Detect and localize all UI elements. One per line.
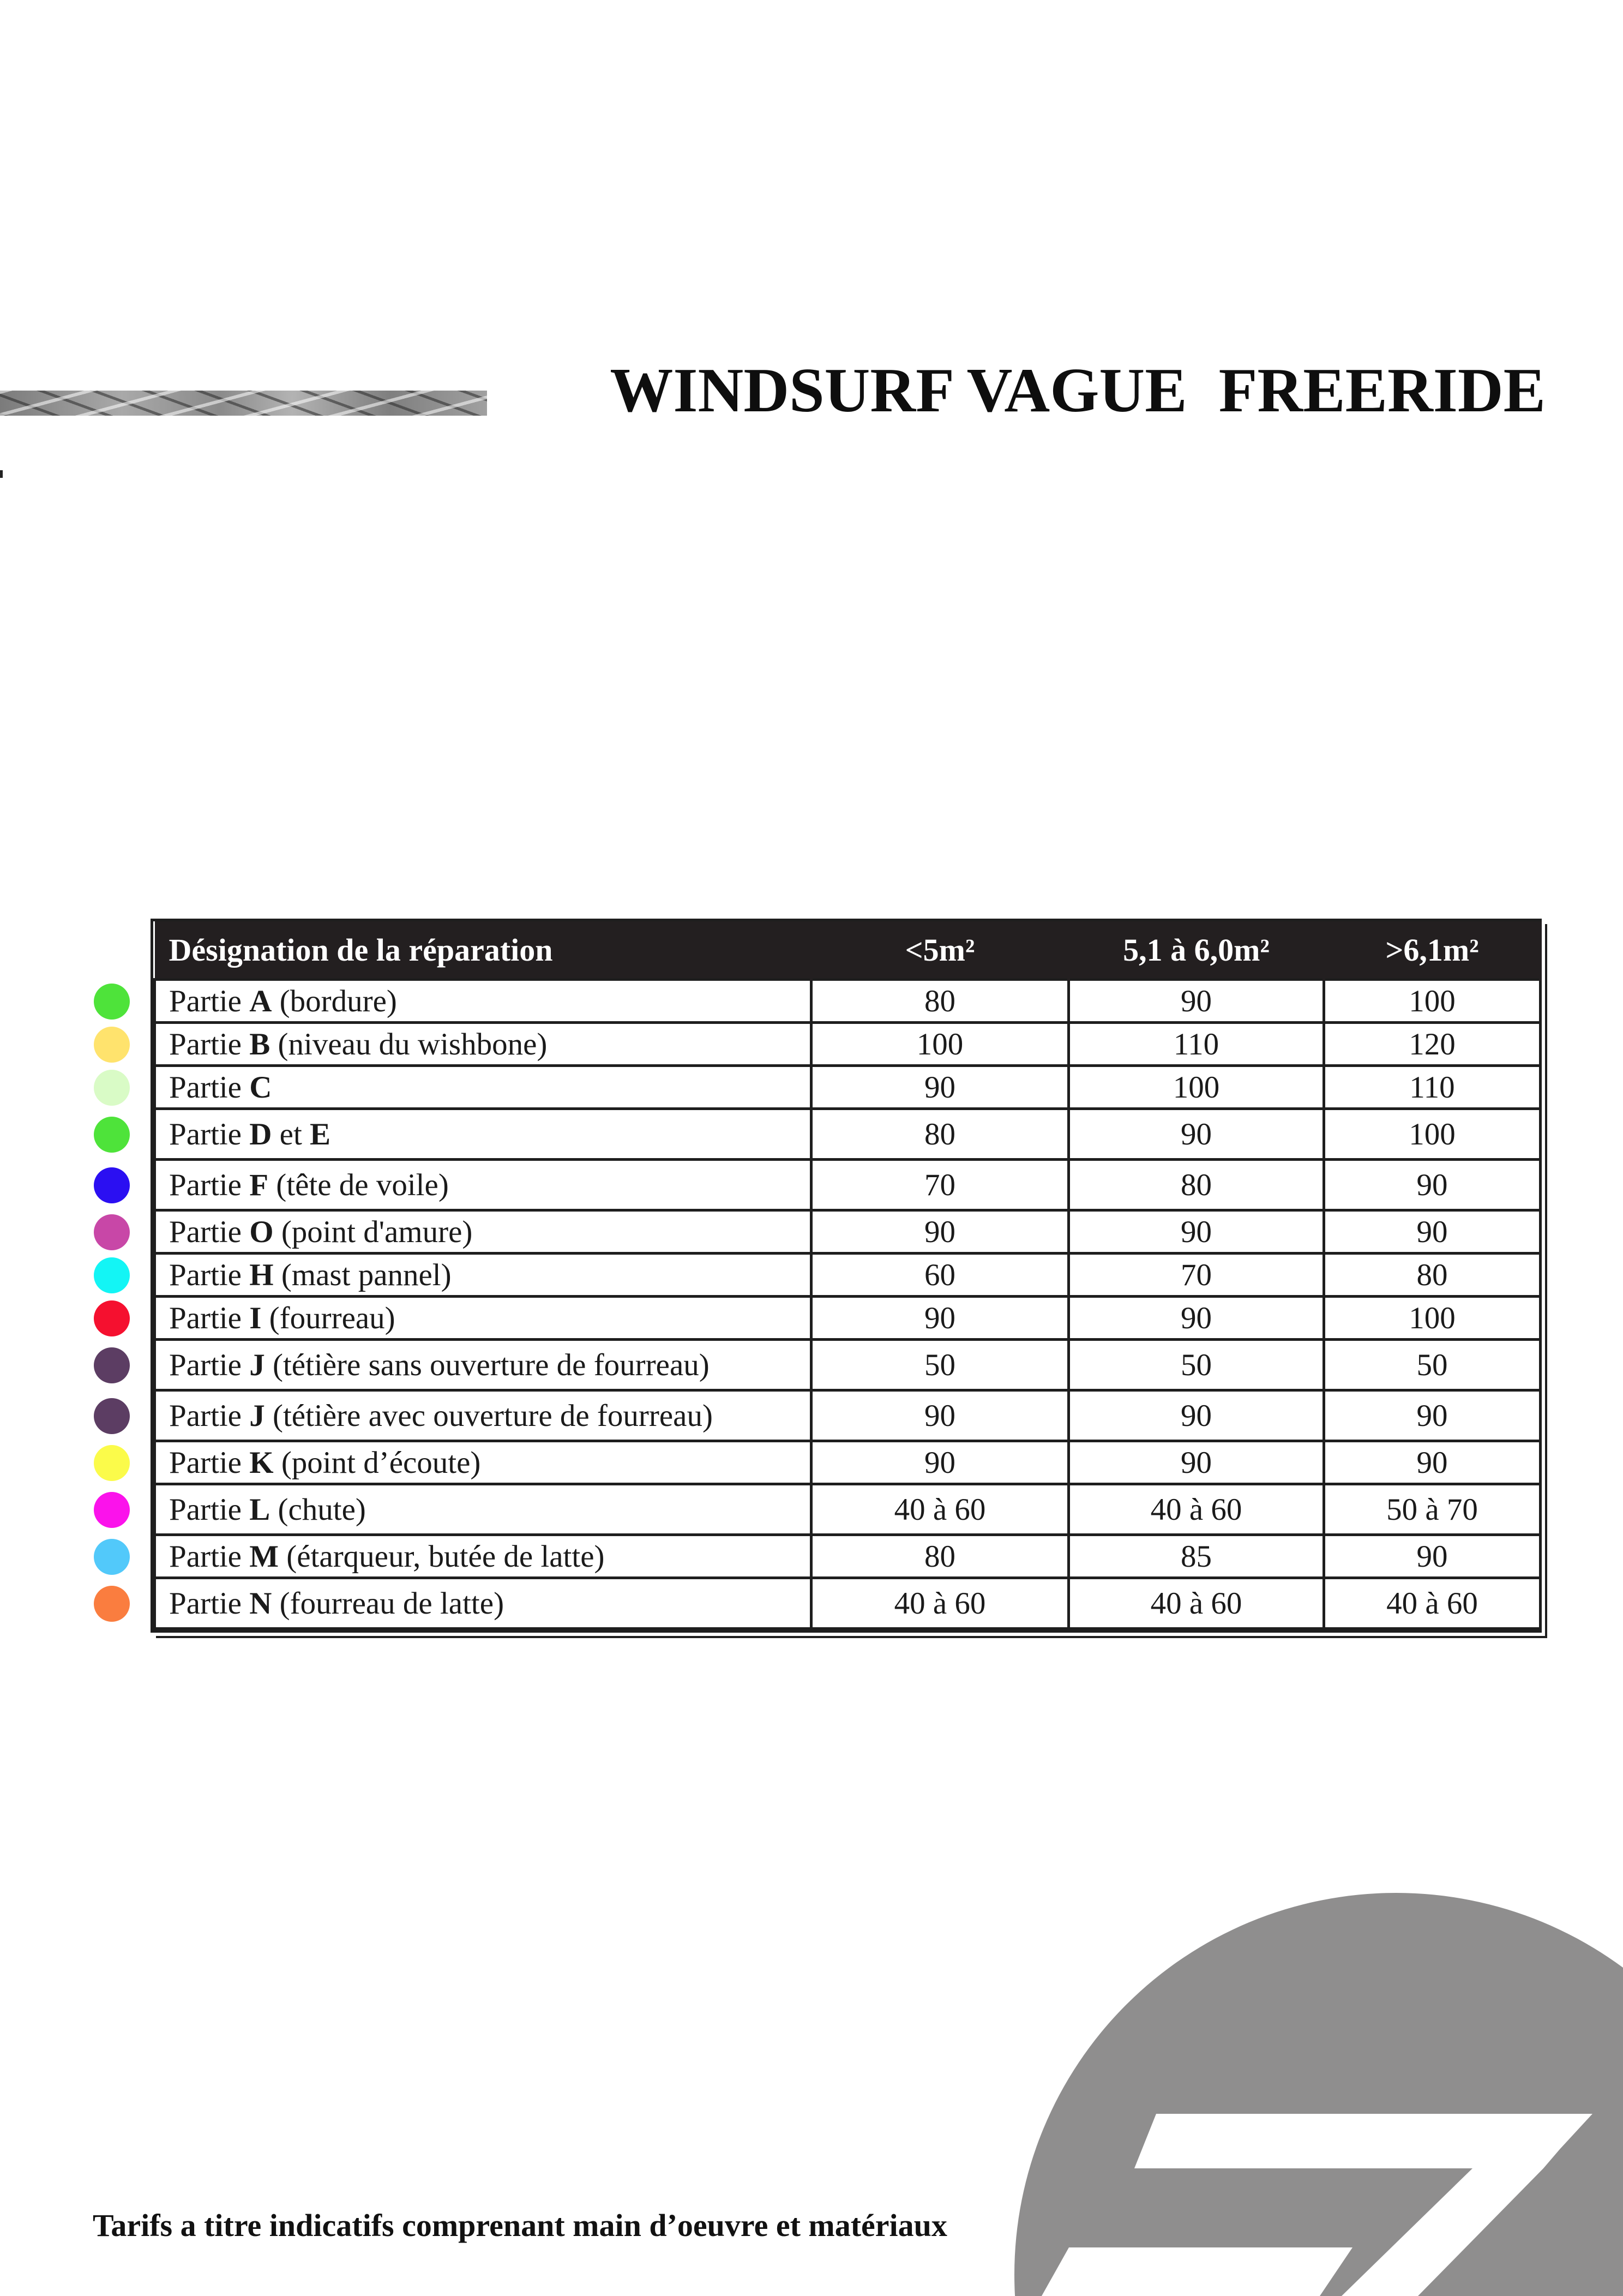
price-cell: 90 xyxy=(1069,1297,1324,1340)
table-row xyxy=(155,1535,1541,1578)
row-description: (fourreau) xyxy=(261,1300,395,1335)
price-cell: 90 xyxy=(1324,1390,1541,1441)
row-designation xyxy=(155,1484,812,1535)
price-cell: 100 xyxy=(812,1023,1069,1066)
table-row xyxy=(155,1390,1541,1441)
decorative-stripe xyxy=(0,391,487,416)
legend-dot xyxy=(94,1167,130,1203)
price-cell: 50 xyxy=(1069,1340,1324,1390)
row-prefix: Partie xyxy=(169,1300,250,1335)
legend-dot xyxy=(94,1117,130,1153)
footer-note: Tarifs a titre indicatifs comprenant main d’oeuvre et matériaux xyxy=(93,2208,947,2243)
price-cell: 90 xyxy=(1069,1210,1324,1254)
row-designation xyxy=(155,1578,812,1629)
legend-dot xyxy=(94,1492,130,1528)
page-title: WINDSURF VAGUE FREERIDE xyxy=(610,356,1546,425)
row-description: (chute) xyxy=(270,1492,366,1527)
row-description: (niveau du wishbone) xyxy=(270,1027,548,1062)
table-row xyxy=(155,1210,1541,1254)
price-cell: 90 xyxy=(1069,1441,1324,1484)
price-cell: 90 xyxy=(1324,1160,1541,1210)
table-row xyxy=(155,1109,1541,1160)
logo-z-bottom xyxy=(1042,2247,1352,2296)
price-table-frame xyxy=(151,919,1542,1633)
legend-dot xyxy=(94,1586,130,1622)
table-row xyxy=(155,1160,1541,1210)
row-description: (tétière avec ouverture de fourreau) xyxy=(265,1398,713,1433)
price-cell: 110 xyxy=(1324,1066,1541,1109)
row-designation xyxy=(155,1023,812,1066)
price-cell: 90 xyxy=(1324,1210,1541,1254)
price-cell: 90 xyxy=(1324,1441,1541,1484)
table-row xyxy=(155,1340,1541,1390)
logo-disc xyxy=(1014,1893,1623,2296)
price-cell: 100 xyxy=(1324,980,1541,1023)
price-cell: 50 xyxy=(1324,1340,1541,1390)
price-cell: 50 à 70 xyxy=(1324,1484,1541,1535)
row-prefix: Partie xyxy=(169,1027,250,1062)
row-designation xyxy=(155,1254,812,1297)
row-prefix: Partie xyxy=(169,1257,250,1292)
row-part-letter: J xyxy=(249,1398,265,1433)
table-row xyxy=(155,1578,1541,1629)
price-cell: 90 xyxy=(812,1441,1069,1484)
price-cell: 70 xyxy=(1069,1254,1324,1297)
price-cell: 90 xyxy=(1324,1535,1541,1578)
row-part-letter: D xyxy=(249,1117,272,1152)
price-cell: 80 xyxy=(1324,1254,1541,1297)
row-description: (point d'amure) xyxy=(273,1214,473,1249)
price-cell: 80 xyxy=(1069,1160,1324,1210)
row-description: (fourreau de latte) xyxy=(272,1586,504,1621)
row-prefix: Partie xyxy=(169,1398,250,1433)
row-prefix: Partie xyxy=(169,1117,250,1152)
row-part-letter: A xyxy=(249,984,272,1018)
table-header-row xyxy=(155,921,1541,980)
row-prefix: Partie xyxy=(169,1539,250,1574)
row-part-letter: L xyxy=(249,1492,270,1527)
row-part-letter: C xyxy=(249,1070,272,1105)
price-cell: 120 xyxy=(1324,1023,1541,1066)
price-cell: 80 xyxy=(812,980,1069,1023)
row-part-letter: J xyxy=(249,1347,265,1382)
logo-z-top xyxy=(1134,2114,1592,2168)
price-cell: 90 xyxy=(812,1210,1069,1254)
legend-dot xyxy=(94,1445,130,1481)
table-row xyxy=(155,1297,1541,1340)
price-cell: 70 xyxy=(812,1160,1069,1210)
legend-dot xyxy=(94,1300,130,1336)
price-cell: 60 xyxy=(812,1254,1069,1297)
row-part-letter: M xyxy=(249,1539,279,1574)
legend-dot xyxy=(94,1027,130,1063)
row-designation xyxy=(155,1390,812,1441)
table-row xyxy=(155,1023,1541,1066)
row-description: (mast pannel) xyxy=(273,1257,452,1292)
brand-logo-icon xyxy=(993,1871,1623,2296)
row-designation xyxy=(155,1535,812,1578)
row-prefix: Partie xyxy=(169,984,250,1018)
price-cell: 40 à 60 xyxy=(1324,1578,1541,1629)
row-prefix: Partie xyxy=(169,1214,250,1249)
table-row xyxy=(155,1066,1541,1109)
row-designation xyxy=(155,1066,812,1109)
row-designation xyxy=(155,980,812,1023)
row-description: (étarqueur, butée de latte) xyxy=(279,1539,605,1574)
legend-dot xyxy=(94,1070,130,1106)
price-table xyxy=(153,921,1542,1630)
price-cell: 40 à 60 xyxy=(1069,1578,1324,1629)
price-cell: 40 à 60 xyxy=(812,1484,1069,1535)
margin-mark xyxy=(0,470,3,478)
table-row xyxy=(155,1484,1541,1535)
row-designation xyxy=(155,1340,812,1390)
row-description: et xyxy=(272,1117,310,1152)
price-cell: 85 xyxy=(1069,1535,1324,1578)
row-prefix: Partie xyxy=(169,1492,250,1527)
legend-dot xyxy=(94,984,130,1020)
header-size-large: >6,1m² xyxy=(1324,921,1541,980)
price-cell: 90 xyxy=(812,1297,1069,1340)
price-cell: 90 xyxy=(812,1066,1069,1109)
legend-dot xyxy=(94,1214,130,1250)
legend-dot xyxy=(94,1257,130,1293)
price-cell: 40 à 60 xyxy=(1069,1484,1324,1535)
row-prefix: Partie xyxy=(169,1445,250,1480)
row-part-letter-2: E xyxy=(310,1117,331,1152)
row-prefix: Partie xyxy=(169,1167,250,1202)
price-cell: 90 xyxy=(812,1390,1069,1441)
row-designation xyxy=(155,1109,812,1160)
price-cell: 90 xyxy=(1069,1109,1324,1160)
header-size-medium: 5,1 à 6,0m² xyxy=(1069,921,1324,980)
row-description: (point d’écoute) xyxy=(273,1445,481,1480)
row-designation xyxy=(155,1160,812,1210)
row-designation xyxy=(155,1210,812,1254)
price-cell: 80 xyxy=(812,1109,1069,1160)
price-cell: 100 xyxy=(1324,1297,1541,1340)
table-row xyxy=(155,1254,1541,1297)
row-designation xyxy=(155,1441,812,1484)
legend-dot xyxy=(94,1539,130,1575)
row-prefix: Partie xyxy=(169,1347,250,1382)
row-part-letter: F xyxy=(249,1167,269,1202)
header-size-small: <5m² xyxy=(812,921,1069,980)
price-cell: 80 xyxy=(812,1535,1069,1578)
table-row xyxy=(155,980,1541,1023)
row-part-letter: I xyxy=(249,1300,262,1335)
row-prefix: Partie xyxy=(169,1586,250,1621)
row-designation xyxy=(155,1297,812,1340)
row-description: (tétière sans ouverture de fourreau) xyxy=(265,1347,710,1382)
header-designation: Désignation de la réparation xyxy=(155,921,812,980)
price-cell: 40 à 60 xyxy=(812,1578,1069,1629)
table-row xyxy=(155,1441,1541,1484)
row-description: (bordure) xyxy=(272,984,397,1018)
legend-dot xyxy=(94,1347,130,1383)
row-part-letter: O xyxy=(249,1214,274,1249)
price-cell: 50 xyxy=(812,1340,1069,1390)
price-cell: 100 xyxy=(1324,1109,1541,1160)
price-cell: 90 xyxy=(1069,1390,1324,1441)
price-cell: 110 xyxy=(1069,1023,1324,1066)
row-part-letter: B xyxy=(249,1027,270,1062)
row-part-letter: K xyxy=(249,1445,274,1480)
row-description: (tête de voile) xyxy=(268,1167,449,1202)
row-prefix: Partie xyxy=(169,1070,250,1105)
legend-dot xyxy=(94,1398,130,1434)
row-part-letter: H xyxy=(249,1257,274,1292)
row-part-letter: N xyxy=(249,1586,272,1621)
price-cell: 100 xyxy=(1069,1066,1324,1109)
price-cell: 90 xyxy=(1069,980,1324,1023)
